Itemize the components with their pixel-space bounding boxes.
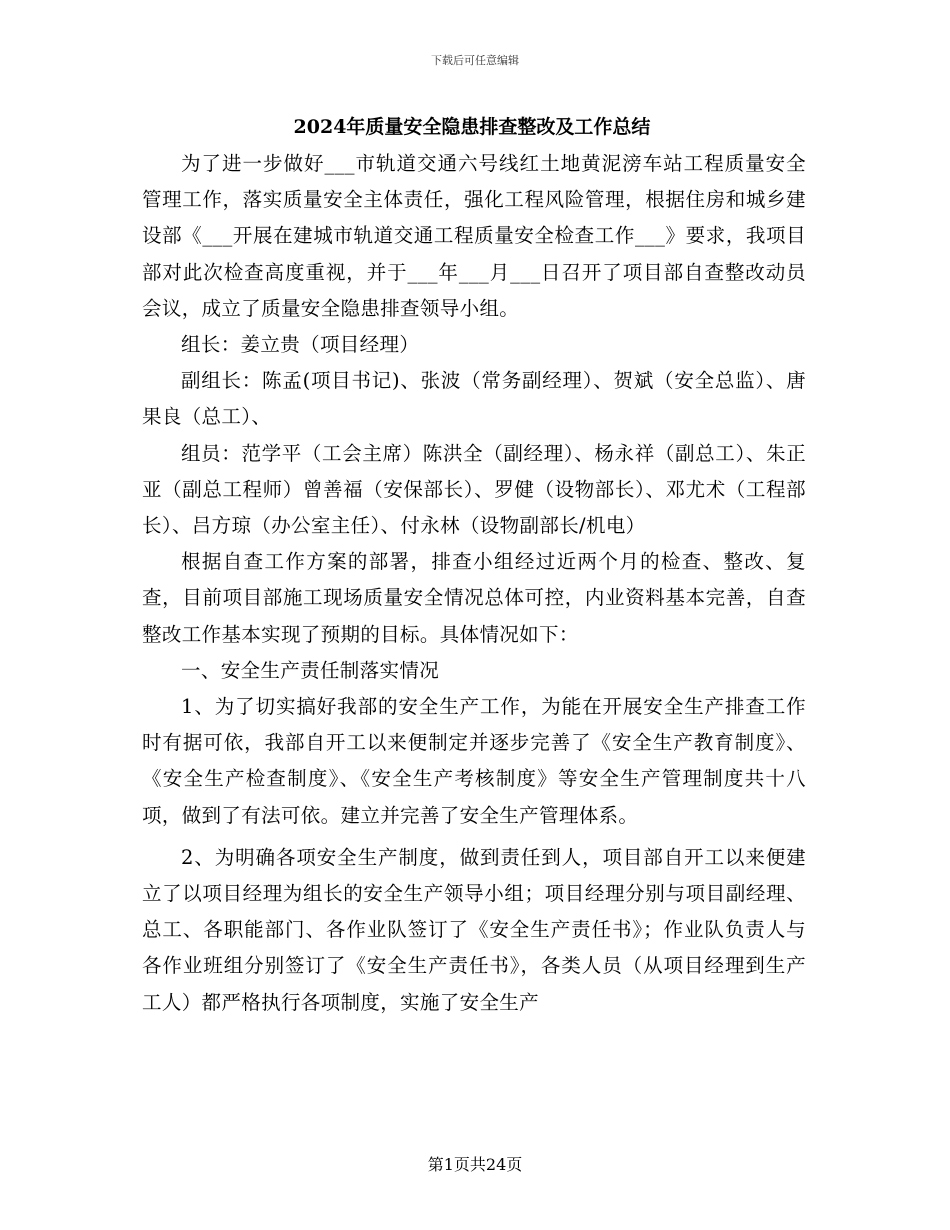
paragraph-group-members: 组员：范学平（工会主席）陈洪全（副经理）、杨永祥（副总工）、朱正亚（副总工程师）曾善福（安保部长）、罗健（设物部长）、邓尤术（工程部长）、吕方琼（办公室主任）、付永林（设物副部长/机电） bbox=[142, 441, 806, 538]
section-heading-responsibility: 一、安全生产责任制落实情况 bbox=[181, 658, 440, 682]
paragraph-inspection-summary: 根据自查工作方案的部署，排查小组经过近两个月的检查、整改、复查，目前项目部施工现场质量安全情况总体可控，内业资料基本完善，自查整改工作基本实现了预期的目标。具体情况如下： bbox=[142, 550, 806, 646]
document-title: 2024年质量安全隐患排查整改及工作总结 bbox=[293, 116, 651, 138]
paragraph-group-leader: 组长：姜立贵（项目经理） bbox=[181, 333, 420, 357]
paragraph-item-1: 1、为了切实搞好我部的安全生产工作，为能在开展安全生产排查工作时有据可依，我部自开工以来便制定并逐步完善了《安全生产教育制度》、《安全生产检查制度》、《安全生产考核制度》等安全生产管理制度共十八项，做到了有法可依。建立并完善了安全生产管理体系。 bbox=[142, 695, 806, 827]
document-body bbox=[142, 146, 806, 1021]
paragraph-deputy-leaders: 副组长：陈孟(项目书记)、张波（常务副经理）、贺斌（安全总监）、唐果良（总工）、 bbox=[142, 369, 806, 429]
paragraph-intro: 为了进一步做好___市轨道交通六号线红土地黄泥滂车站工程质量安全管理工作，落实质量安全主体责任，强化工程风险管理，根据住房和城乡建设部《___开展在建城市轨道交通工程质量安全检查工作___》要求，我项目部对此次检查高度重视，并于___年___月___日召开了项目部自查整改动员会议，成立了质量安全隐患排查领导小组。 bbox=[142, 152, 806, 320]
page-header-note: 下载后可任意编辑 bbox=[431, 54, 519, 67]
paragraph-item-2: 2、为明确各项安全生产制度，做到责任到人，项目部自开工以来便建立了以项目经理为组长的安全生产领导小组；项目经理分别与项目副经理、总工、各职能部门、各作业队签订了《安全生产责任书》；作业队负责人与各作业班组分别签订了《安全生产责任书》，各类人员（从项目经理到生产工人）都严格执行各项制度，实施了安全生产 bbox=[142, 845, 806, 1014]
page-number: 第1页共24页 bbox=[427, 1155, 523, 1174]
